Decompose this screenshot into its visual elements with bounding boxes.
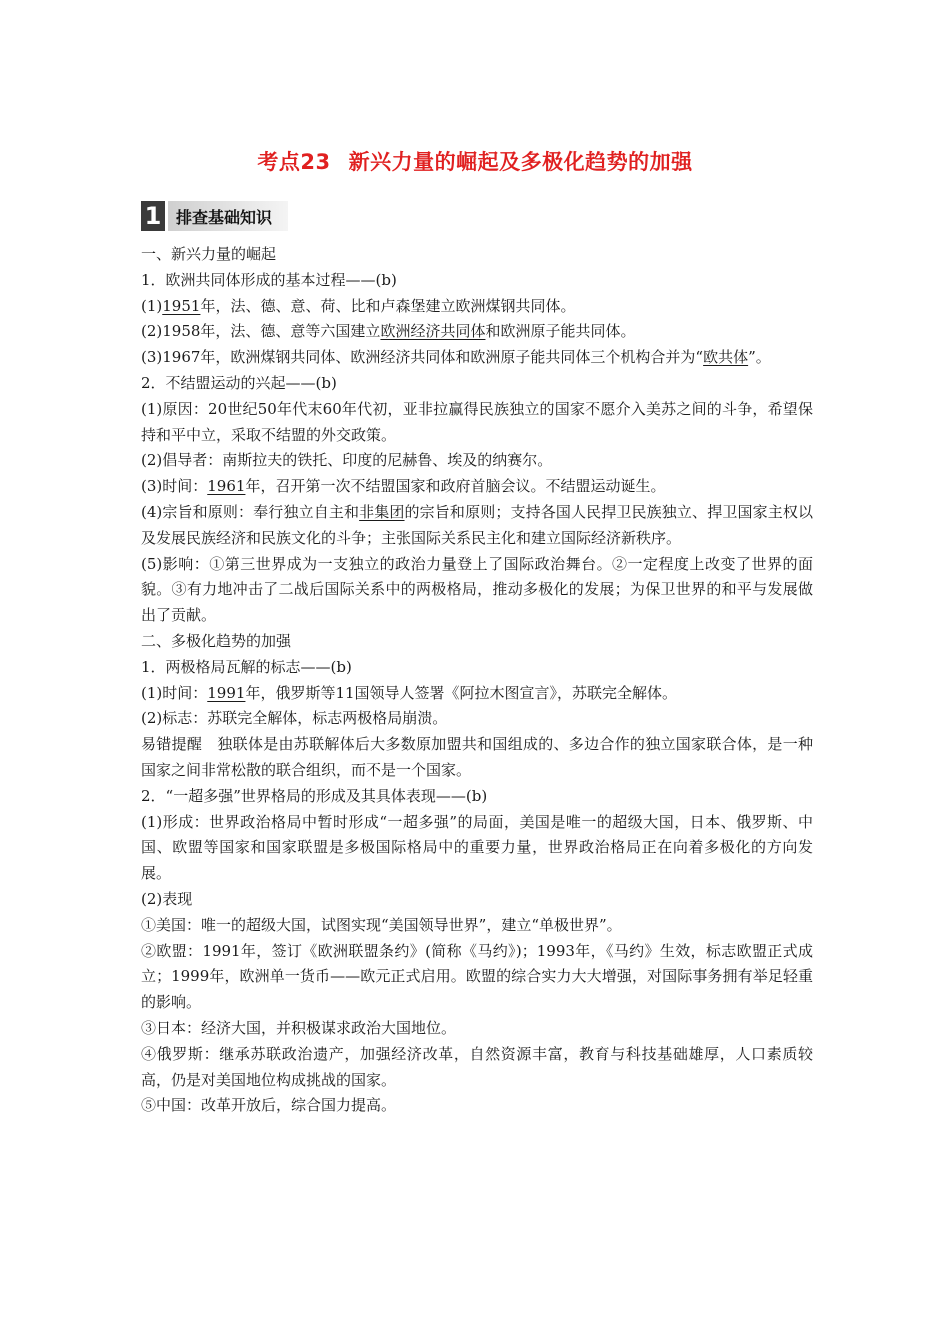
paragraph-eu: ②欧盟：1991年，签订《欧洲联盟条约》(简称《马约》)；1993年，《马约》生效，标志欧盟正式成立；1999年，欧洲单一货币——欧元正式启用。欧盟的综合实力大大增强，对国际事务拥有举足轻重的影响。 — [141, 941, 813, 1012]
subheading-bipolar-collapse: 1．两极格局瓦解的标志——(b) — [141, 657, 352, 676]
paragraph-nam-founders: (2)倡导者：南斯拉夫的铁托、印度的尼赫鲁、埃及的纳赛尔。 — [141, 451, 553, 470]
paragraph-japan: ③日本：经济大国，并积极谋求政治大国地位。 — [141, 1018, 457, 1037]
paragraph-formation: (1)形成：世界政治格局中暂时形成“一超多强”的局面，美国是唯一的超级大国，日本、俄罗斯、中国、欧盟等国家和国家联盟是多极国际格局中的重要力量，世界政治格局正在向着多极化的方向发展。 — [141, 812, 813, 883]
blank-answer: 1951 — [162, 296, 201, 315]
section-number: 1 — [141, 201, 165, 231]
paragraph-ecsc: (1)1951年，法、德、意、荷、比和卢森堡建立欧洲煤钢共同体。 — [141, 296, 576, 315]
page-title — [0, 146, 950, 176]
title-topic-name: 新兴力量的崛起及多极化趋势的加强 — [348, 150, 693, 174]
subheading-one-superpower: 2．“一超多强”世界格局的形成及其具体表现——(b) — [141, 786, 488, 805]
blank-answer: 欧洲经济共同体 — [380, 322, 486, 341]
paragraph-error-tip: 易错提醒 独联体是由苏联解体后大多数原加盟共和国组成的、多边合作的独立国家联合体，是一种国家之间非常松散的联合组织，而不是一个国家。 — [141, 735, 813, 779]
heading-multipolarity: 二、多极化趋势的加强 — [141, 631, 292, 650]
document-body — [141, 242, 813, 1119]
paragraph-nam-principles: (4)宗旨和原则：奉行独立自主和非集团的宗旨和原则；支持各国人民捍卫民族独立、捍卫国家主权以及发展民族经济和民族文化的斗争；主张国际关系民主化和建立国际经济新秩序。 — [141, 502, 813, 547]
paragraph-eec: (2)1958年，法、德、意等六国建立欧洲经济共同体和欧洲原子能共同体。 — [141, 322, 636, 341]
paragraph-manifestation: (2)表现 — [141, 889, 193, 908]
paragraph-nam-cause: (1)原因：20世纪50年代末60年代初，亚非拉赢得民族独立的国家不愿介入美苏之间的斗争，希望保持和平中立，采取不结盟的外交政策。 — [141, 399, 813, 444]
blank-answer: 1961 — [207, 477, 246, 496]
heading-rise-of-new-forces: 一、新兴力量的崛起 — [141, 245, 277, 263]
subheading-non-aligned: 2．不结盟运动的兴起——(b) — [141, 373, 337, 392]
paragraph-usa: ①美国：唯一的超级大国，试图实现“美国领导世界”，建立“单极世界”。 — [141, 915, 622, 934]
section-label: 排查基础知识 — [168, 201, 288, 231]
blank-answer: 1991 — [207, 683, 246, 702]
paragraph-nam-impact: (5)影响：①第三世界成为一支独立的政治力量登上了国际政治舞台。②一定程度上改变了世界的面貌。③有力地冲击了二战后国际关系中的两极格局，推动多极化的发展；为保卫世界的和平与发展做出了贡献。 — [141, 554, 813, 625]
blank-answer: 非集团 — [359, 502, 405, 521]
subheading-ec-formation: 1．欧洲共同体形成的基本过程——(b) — [141, 270, 397, 289]
paragraph-ec-merger: (3)1967年，欧洲煤钢共同体、欧洲经济共同体和欧洲原子能共同体三个机构合并为“欧共体”。 — [141, 348, 771, 367]
paragraph-collapse-sign: (2)标志：苏联完全解体，标志两极格局崩溃。 — [141, 709, 448, 728]
section-header — [141, 201, 288, 231]
paragraph-nam-time: (3)时间：1961年，召开第一次不结盟国家和政府首脑会议。不结盟运动诞生。 — [141, 477, 666, 496]
paragraph-china: ⑤中国：改革开放后，综合国力提高。 — [141, 1096, 397, 1115]
title-topic-number: 考点23 — [257, 150, 331, 174]
blank-answer: 欧共体 — [703, 348, 749, 367]
paragraph-russia: ④俄罗斯：继承苏联政治遗产，加强经济改革，自然资源丰富，教育与科技基础雄厚，人口素质较高，仍是对美国地位构成挑战的国家。 — [141, 1044, 813, 1089]
paragraph-collapse-time: (1)时间：1991年，俄罗斯等11国领导人签署《阿拉木图宣言》，苏联完全解体。 — [141, 683, 678, 702]
